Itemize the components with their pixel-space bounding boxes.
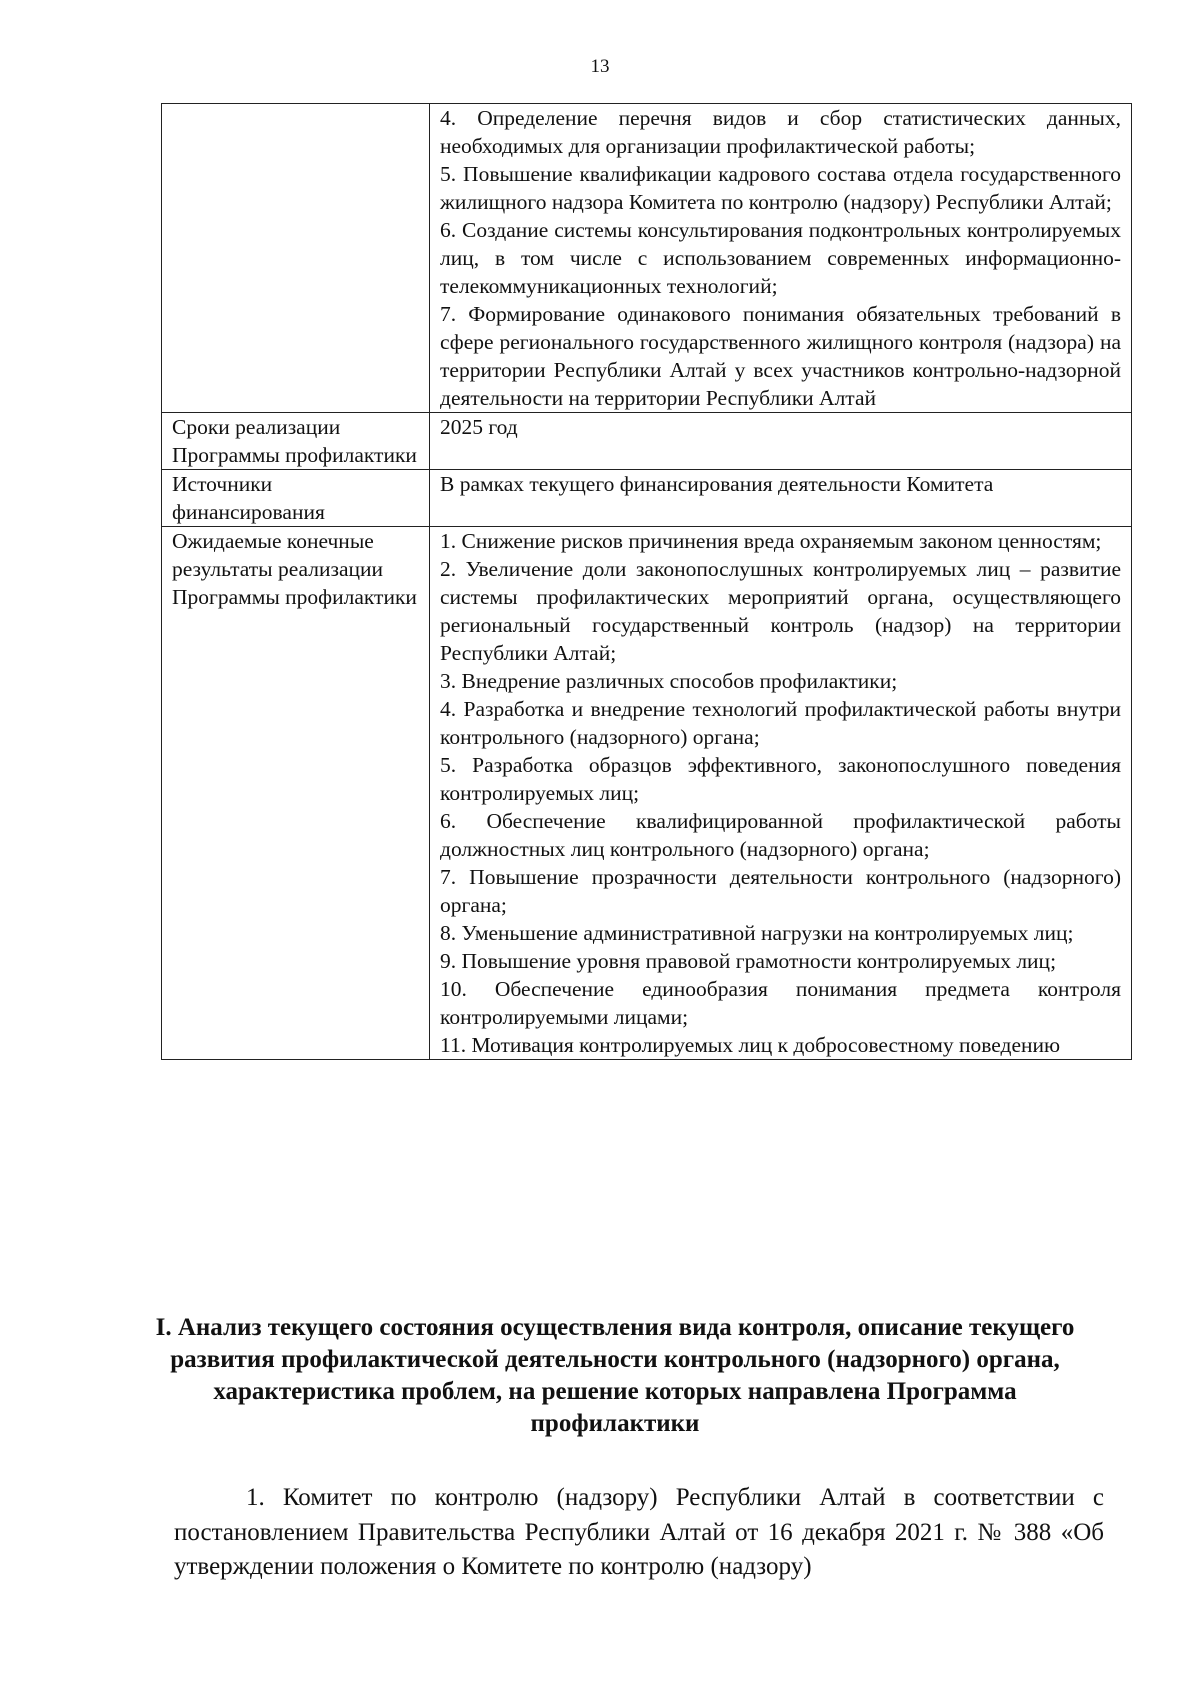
list-item: 5. Повышение квалификации кадрового состава отдела государственного жилищного надзора Комитета по контролю (надзору) Республики Алтай; [440,162,1121,214]
list-item: 6. Обеспечение квалифицированной профилактической работы должностных лиц контрольного (надзорного) органа; [440,809,1121,861]
list-item: 4. Разработка и внедрение технологий профилактической работы внутри контрольного (надзорного) органа; [440,697,1121,749]
page-number: 13 [590,56,610,77]
table-row-expected-results [162,527,1132,1060]
list-item: 2025 год [440,415,518,439]
row-content [430,470,1132,527]
table-row-funding [162,470,1132,527]
row-spacer [440,441,1121,469]
row-content [430,413,1132,470]
list-item: 7. Формирование одинакового понимания обязательных требований в сфере регионального государственного жилищного контроля (надзора) на территории Республики Алтай у всех участников контрольно-надзорной деятельности на территории Республики Алтай [440,302,1121,410]
list-item: 7. Повышение прозрачности деятельности контрольного (надзорного) органа; [440,865,1121,917]
list-item: 2. Увеличение доли законопослушных контролируемых лиц – развитие системы профилактических мероприятий органа, осуществляющего региональный государственный контроль (надзор) на территории Республики Алтай; [440,557,1121,665]
row-content [430,527,1132,1060]
list-item: 10. Обеспечение единообразия понимания предмета контроля контролируемыми лицами; [440,977,1121,1029]
section-title: I. Анализ текущего состояния осуществления вида контроля, описание текущего развития профилактической деятельности контрольного (надзорного) органа, характеристика проблем, на решение которых направлена Программа профилактики [155,1314,1075,1437]
row-label [162,104,430,413]
list-item: 11. Мотивация контролируемых лиц к добросовестному поведению [440,1033,1061,1057]
list-item: 6. Создание системы консультирования подконтрольных контролируемых лиц, в том числе с использованием современных информационно-телекоммуникационных технологий; [440,218,1121,298]
table-row-timeframe [162,413,1132,470]
row-content [430,104,1132,413]
list-item: 3. Внедрение различных способов профилактики; [440,669,898,693]
row-label: Источники финансирования [162,470,430,527]
list-item: 9. Повышение уровня правовой грамотности контролируемых лиц; [440,949,1057,973]
list-item: 5. Разработка образцов эффективного, законопослушного поведения контролируемых лиц; [440,753,1121,805]
row-label: Ожидаемые конечные результаты реализации Программы профилактики [162,527,430,1060]
table-row-goals-continued [162,104,1132,413]
list-item: 1. Снижение рисков причинения вреда охраняемым законом ценностям; [440,529,1102,553]
list-item: 4. Определение перечня видов и сбор статистических данных, необходимых для организации профилактической работы; [440,106,1121,158]
row-label: Сроки реализации Программы профилактики [162,413,430,470]
list-item: 8. Уменьшение административной нагрузки на контролируемых лиц; [440,921,1074,945]
program-passport-table [161,103,1132,1060]
body-paragraph: 1. Комитет по контролю (надзору) Республики Алтай в соответствии с постановлением Правительства Республики Алтай от 16 декабря 2021 г. № 388 «Об утверждении положения о Комитете по контролю (надзору) [174,1484,1104,1580]
list-item: В рамках текущего финансирования деятельности Комитета [440,472,994,496]
